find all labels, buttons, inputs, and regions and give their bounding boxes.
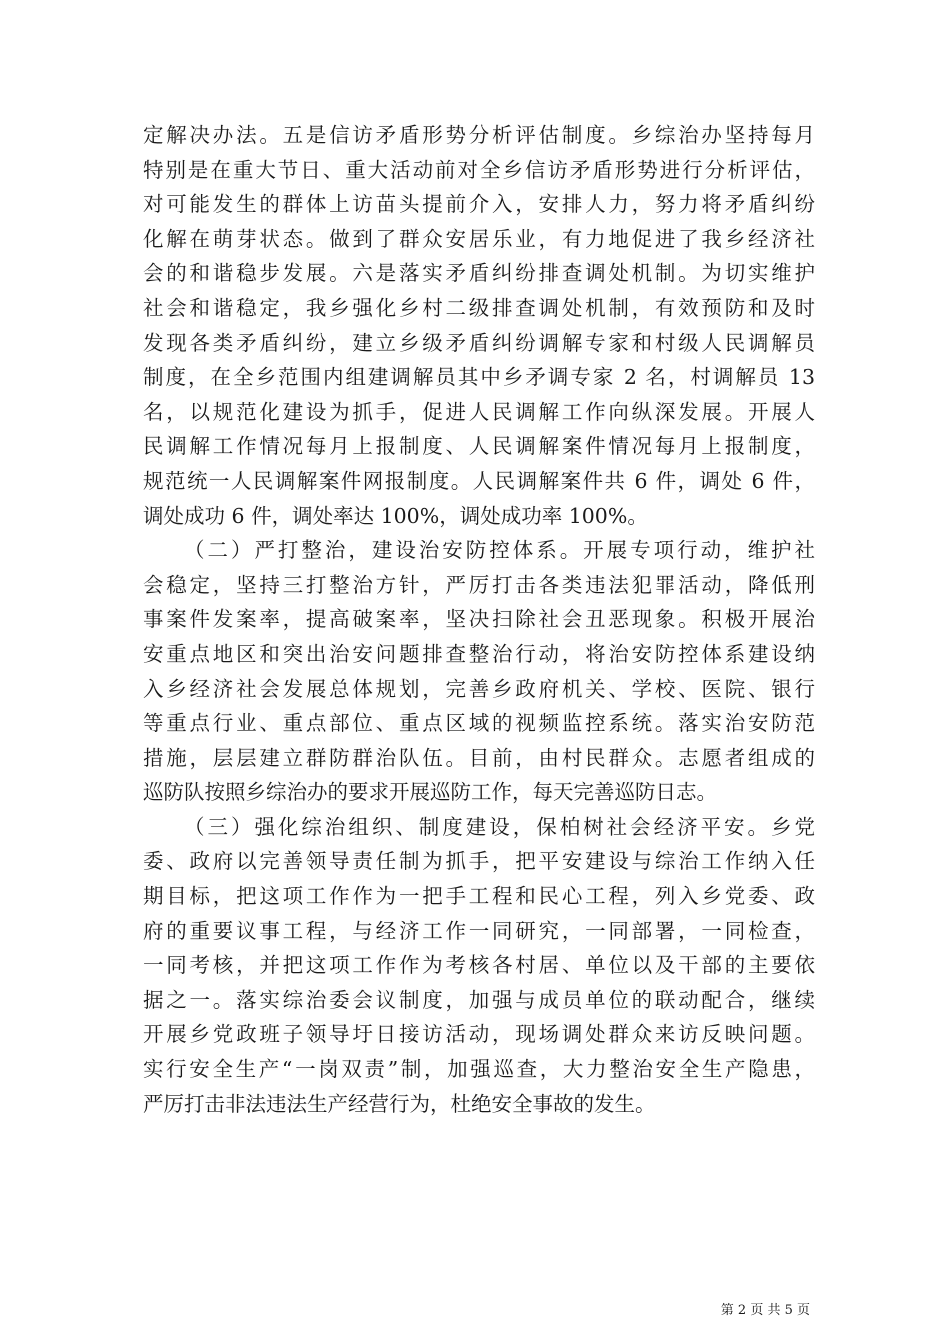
text-line: 委、政府以完善领导责任制为抓手，把平安建设与综治工作纳入任 <box>143 849 815 874</box>
text-line: 特别是在重大节日、重大活动前对全乡信访矛盾形势进行分析评估， <box>143 157 815 182</box>
text-line: 规范统一人民调解案件网报制度。人民调解案件共 6 件，调处 6 件， <box>143 468 815 493</box>
text-line: 发现各类矛盾纠纷，建立乡级矛盾纠纷调解专家和村级人民调解员 <box>143 330 815 355</box>
text-line: 会的和谐稳步发展。六是落实矛盾纠纷排查调处机制。为切实维护 <box>143 261 815 286</box>
text-line: 社会和谐稳定，我乡强化乡村二级排查调处机制，有效预防和及时 <box>143 295 815 320</box>
text-line: 调处成功 6 件，调处率达 100%，调处成功率 100%。 <box>143 503 648 528</box>
page-footer: 第 2 页 共 5 页 <box>720 1303 810 1318</box>
text-line: （二）严打整治，建设治安防控体系。开展专项行动，维护社 <box>184 538 815 563</box>
text-line: 府的重要议事工程，与经济工作一同研究，一同部署，一同检查， <box>143 918 815 943</box>
text-line: 严厉打击非法违法生产经营行为，杜绝安全事故的发生。 <box>143 1091 656 1116</box>
text-line: 入乡经济社会发展总体规划，完善乡政府机关、学校、医院、银行 <box>143 676 815 701</box>
text-line: 巡防队按照乡综治办的要求开展巡防工作，每天完善巡防日志。 <box>143 780 717 805</box>
text-line: （三）强化综治组织、制度建设，保柏树社会经济平安。乡党 <box>184 814 815 839</box>
text-line: 化解在萌芽状态。做到了群众安居乐业，有力地促进了我乡经济社 <box>143 226 815 251</box>
paragraph-continuation <box>143 118 815 533</box>
text-line: 对可能发生的群体上访苗头提前介入，安排人力，努力将矛盾纠纷 <box>143 192 815 217</box>
text-line: 名，以规范化建设为抓手，促进人民调解工作向纵深发展。开展人 <box>143 399 815 424</box>
text-line: 等重点行业、重点部位、重点区域的视频监控系统。落实治安防范 <box>143 711 815 736</box>
text-line: 据之一。落实综治委会议制度，加强与成员单位的联动配合，继续 <box>143 987 815 1012</box>
text-line: 制度，在全乡范围内组建调解员其中乡矛调专家 2 名，村调解员 13 <box>143 365 815 390</box>
text-line: 期目标，把这项工作作为一把手工程和民心工程，列入乡党委、政 <box>143 884 815 909</box>
text-line: 一同考核，并把这项工作作为考核各村居、单位以及干部的主要依 <box>143 953 815 978</box>
text-line: 定解决办法。五是信访矛盾形势分析评估制度。乡综治办坚持每月 <box>143 123 815 147</box>
text-line: 实行安全生产“一岗双责”制，加强巡查，大力整治安全生产隐患， <box>143 1057 815 1082</box>
text-line: 民调解工作情况每月上报制度、人民调解案件情况每月上报制度， <box>143 434 815 459</box>
text-line: 事案件发案率，提高破案率，坚决扫除社会丑恶现象。积极开展治 <box>143 607 815 632</box>
text-line: 开展乡党政班子领导圩日接访活动，现场调处群众来访反映问题。 <box>143 1022 815 1047</box>
text-line: 措施，层层建立群防群治队伍。目前，由村民群众。志愿者组成的 <box>143 745 815 770</box>
text-line: 会稳定，坚持三打整治方针，严厉打击各类违法犯罪活动，降低刑 <box>143 572 815 597</box>
body-text <box>143 118 815 1121</box>
paragraph-section-two <box>143 533 815 810</box>
paragraph-section-three <box>143 810 815 1121</box>
text-line: 安重点地区和突出治安问题排查整治行动，将治安防控体系建设纳 <box>143 641 815 666</box>
